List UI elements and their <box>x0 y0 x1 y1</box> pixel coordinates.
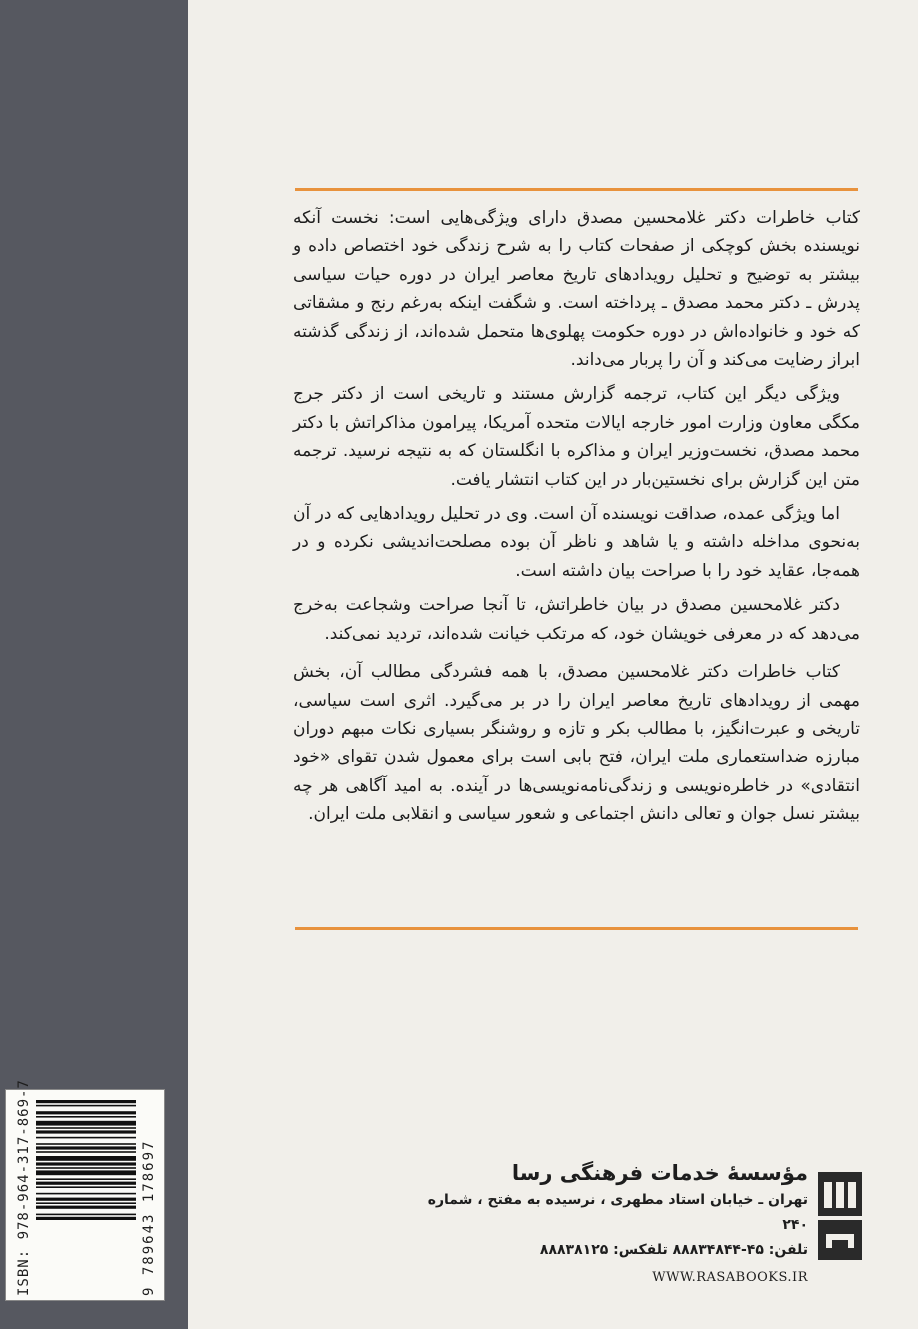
rasa-logo-icon <box>818 1172 862 1260</box>
publisher-address: تهران ـ خیابان استاد مطهری ، نرسیده به مفتح ، شماره ۲۴۰ <box>427 1192 808 1233</box>
publisher-phones: تلفن: ۴۵-۸۸۸۳۴۸۴۴ تلفکس: ۸۸۸۳۸۱۲۵ <box>539 1242 808 1258</box>
isbn-barcode <box>5 1079 165 1301</box>
blurb-paragraph: اما ویژگی عمده، صداقت نویسنده آن است. وی در تحلیل رویدادهایی که در آن به‌نحوی مداخله داشته و یا شاهد و ناظر آن بوده مصلحت‌اندیشی نکرده و در همه‌جا، عقاید خود را با صراحت بیان داشته است. <box>293 504 860 581</box>
back-cover-blurb <box>293 204 860 835</box>
orange-bottom-rule <box>295 927 858 930</box>
orange-top-rule <box>295 188 858 191</box>
blurb-paragraph: کتاب خاطرات دکتر غلامحسین مصدق، با همه فشردگی مطالب آن، بخش مهمی از رویدادهای تاریخ معاصر ایران را در بر می‌گیرد. اثری است سیاسی، تاریخی و عبرت‌انگیز، با مطالب بکر و تازه و روشنگر بسیاری نکات مبهم دوران مبارزه ضداستعماری ملت ایران، فتح بابی است برای معمول شدن تقوای «خود انتقادی» در خاطره‌نویسی و زندگی‌نامه‌نویسی‌ها در آینده. به امید آگاهی هر چه بیشتر نسل جوان و تعالی دانش اجتماعی و شعور سیاسی و انقلابی ملت ایران. <box>293 662 860 825</box>
isbn-label: ISBN: 978-964-317-869-7 <box>16 1079 32 1296</box>
barcode-bars-icon <box>36 1098 136 1294</box>
blurb-paragraph: ویژگی دیگر این کتاب، ترجمه گزارش مستند و تاریخی است از دکتر جرج مکگی معاون وزارت امور خارجه ایالات متحده آمریکا، پیرامون مذاکراتش با دکتر محمد مصدق، نخست‌وزیر ایران و مذاکره با انگلستان که به نتیجه نرسید. ترجمه متن این گزارش برای نخستین‌بار در این کتاب انتشار یافت. <box>293 384 860 490</box>
barcode-digits: 9 789643 178697 <box>141 1139 157 1296</box>
publisher-block <box>400 1158 808 1293</box>
publisher-name: مؤسسهٔ خدمات فرهنگی رسا <box>511 1161 808 1185</box>
blurb-paragraph: دکتر غلامحسین مصدق در بیان خاطراتش، تا آنجا صراحت وشجاعت به‌خرج می‌دهد که در معرفی خویشان خود، که مرتکب خیانت شده‌اند، تردید نمی‌کند. <box>293 595 860 644</box>
blurb-paragraph: کتاب خاطرات دکتر غلامحسین مصدق دارای ویژگی‌هایی است: نخست آنکه نویسنده بخش کوچکی از صفحات کتاب را به شرح زندگی خود اختصاص داده و بیشتر به توضیح و تحلیل رویدادهای تاریخ معاصر ایران در دوره حیات سیاسی پدرش ـ دکتر محمد مصدق ـ پرداخته است. و شگفت اینکه به‌رغم رنج و مشقاتی که خود و خانواده‌اش در دوره حکومت پهلوی‌ها متحمل شده‌اند، از زندگی گذشته ابراز رضایت می‌کند و آن را پربار می‌داند. <box>293 208 860 371</box>
publisher-website: WWW.RASABOOKS.IR <box>652 1270 808 1285</box>
